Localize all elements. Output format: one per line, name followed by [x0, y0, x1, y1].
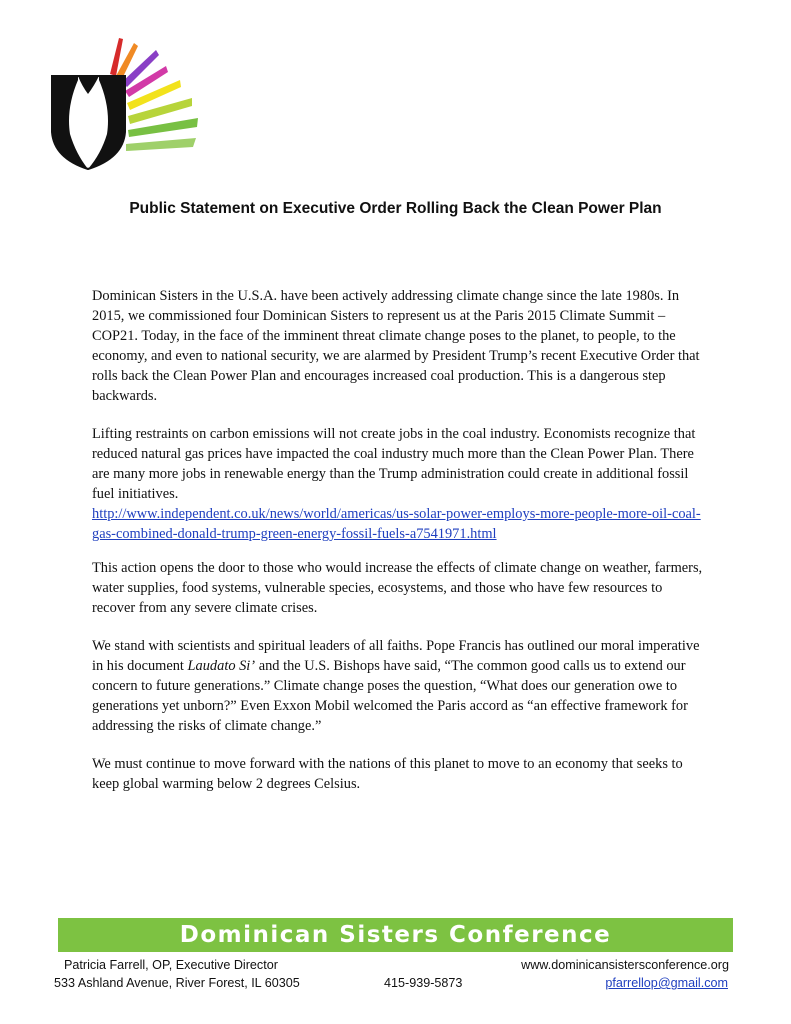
document-body — [92, 286, 707, 812]
footer-address: 533 Ashland Avenue, River Forest, IL 60305 — [54, 976, 300, 990]
paragraph: We must continue to move forward with the nations of this planet to move to an economy that seeks to keep global warming below 2 degrees Celsius. — [92, 756, 683, 792]
logo-ray-lightgreen — [126, 138, 196, 151]
paragraph-text: We stand with scientists and spiritual leaders of all faiths. Pope Francis has outlined our moral imperative in his document — [92, 638, 700, 674]
footer-phone: 415-939-5873 — [384, 976, 463, 990]
article-link[interactable]: http://www.independent.co.uk/news/world/americas/us-solar-power-employs-more-people-more-oil-coal-gas-combined-donald-trump-green-energy-fossil-fuels-a7541971.html — [92, 506, 701, 542]
dominican-sisters-logo — [48, 36, 218, 171]
organization-banner: Dominican Sisters Conference — [58, 918, 733, 952]
paragraph — [92, 424, 707, 544]
footer-contact-name: Patricia Farrell, OP, Executive Director — [64, 958, 278, 972]
paragraph: This action opens the door to those who would increase the effects of climate change on weather, farmers, water supplies, food systems, vulnerable species, ecosystems, and those who have few resources to recover from any severe climate crises. — [92, 560, 703, 616]
document-title-italic: Laudato Si’ — [187, 658, 256, 674]
paragraph — [92, 636, 707, 736]
footer-website[interactable]: www.dominicansistersconference.org — [521, 958, 729, 972]
footer-email-link[interactable]: pfarrellop@gmail.com — [605, 976, 728, 990]
paragraph-text: Lifting restraints on carbon emissions will not create jobs in the coal industry. Economists recognize that reduced natural gas prices have impacted the coal industry much more than the Clean Power Plan. There are many more jobs in renewable energy than the Trump administration could create in additional fossil fuel initiatives. — [92, 426, 696, 502]
page-title: Public Statement on Executive Order Rolling Back the Clean Power Plan — [129, 200, 662, 217]
paragraph-text: and the U.S. Bishops have said, “The common good calls us to extend our concern to future generations.” Climate change poses the question, “What does our generation owe to generations yet unborn?” Even Exxon Mobil welcomed the Paris accord as “an effective framework for addressing the risks of climate change.” — [92, 658, 688, 734]
paragraph: Dominican Sisters in the U.S.A. have been actively addressing climate change since the late 1980s. In 2015, we commissioned four Dominican Sisters to represent us at the Paris 2015 Climate Summit – COP21. Today, in the face of the imminent threat climate change poses to the planet, to people, to the economy, and even to national security, we are alarmed by President Trump’s recent Executive Order that rolls back the Clean Power Plan and encourages increased coal production. This is a dangerous step backwards. — [92, 288, 700, 404]
